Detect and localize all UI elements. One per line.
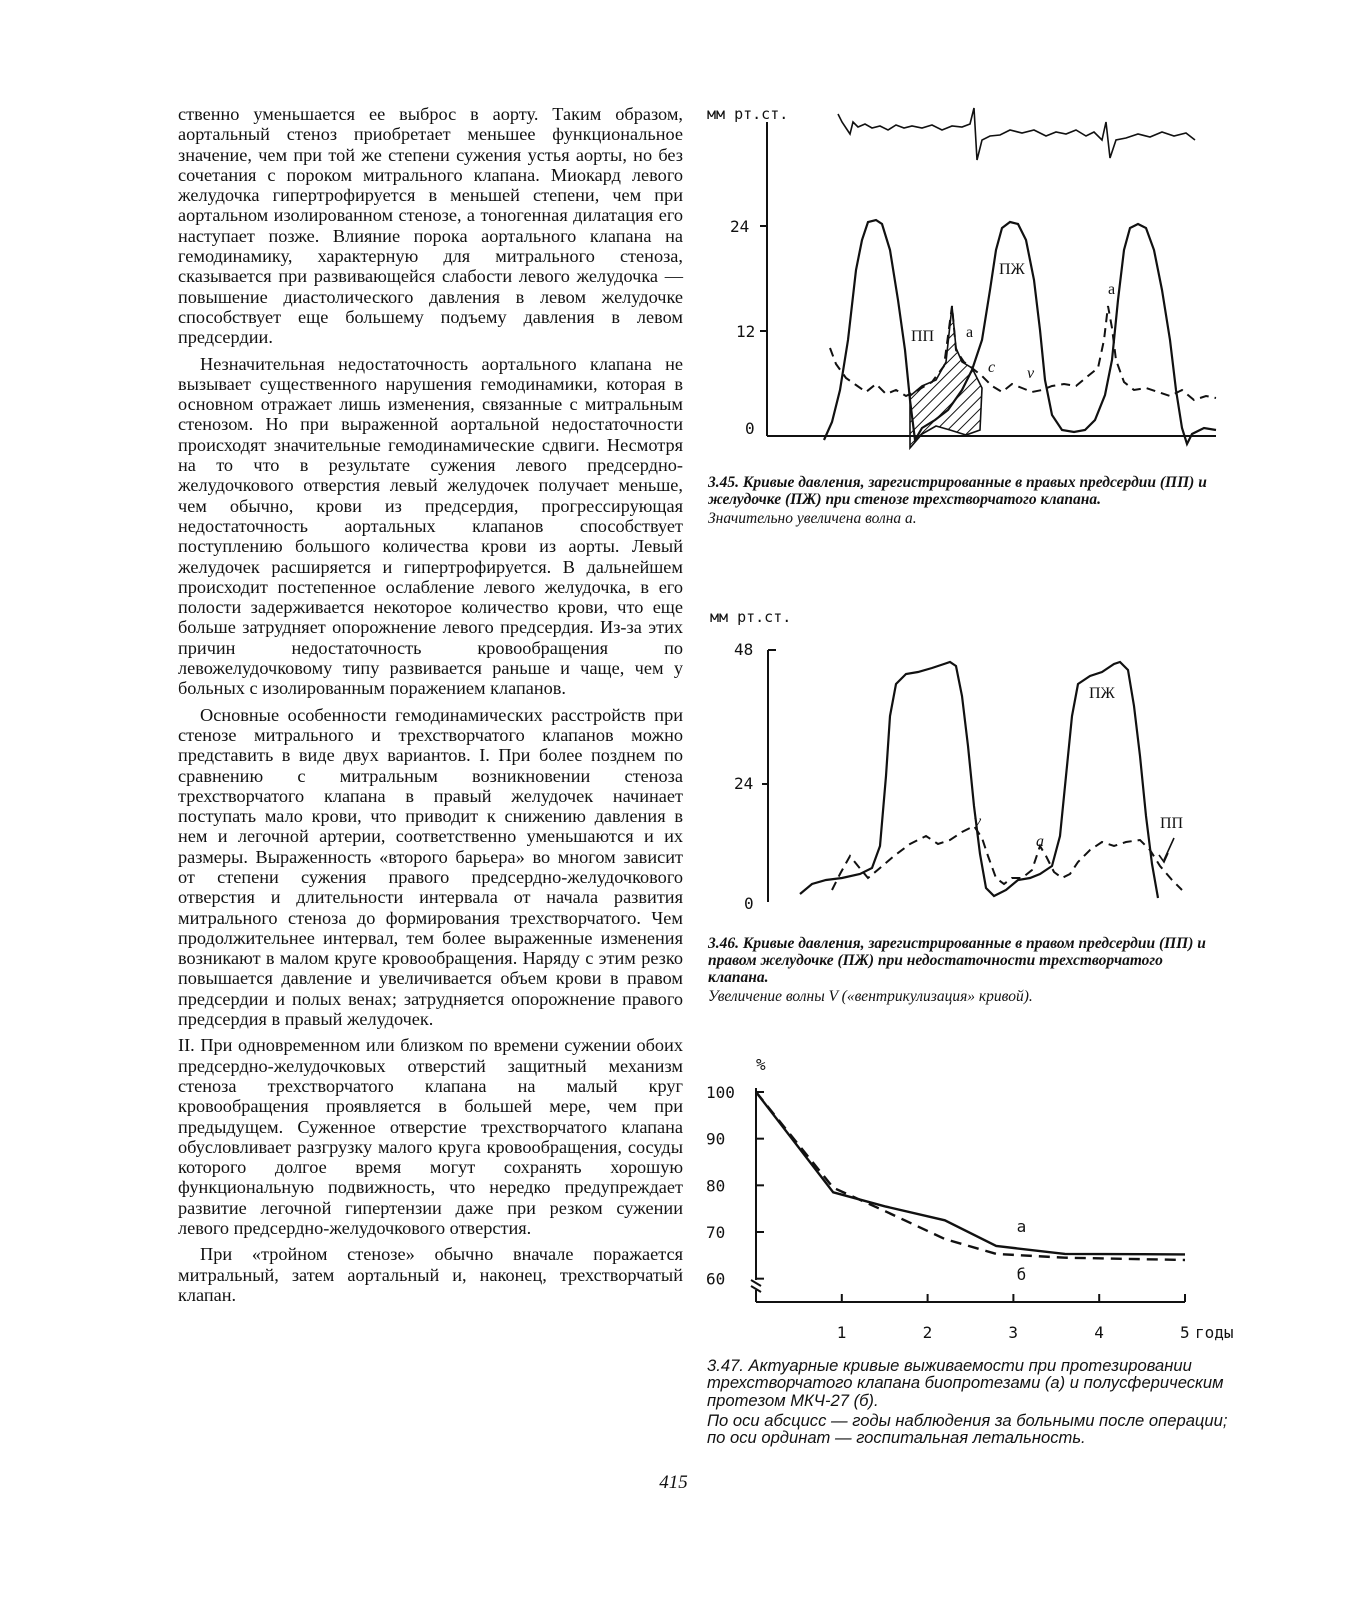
- y-tick-label: 70: [706, 1223, 726, 1242]
- label-c-wave: c: [988, 359, 996, 376]
- caption-title: 3.47. Актуарные кривые выживаемости при протезировании трехстворчатого клапана биопротезами (а) и полусферическим протезом МКЧ-27 (б).: [707, 1356, 1224, 1410]
- chart-series: [756, 1092, 1185, 1260]
- x-axis-label: годы: [1195, 1323, 1234, 1342]
- series-line-0: [756, 1092, 1185, 1254]
- label-a-wave: а: [1108, 281, 1116, 298]
- paragraph: Незначительная недостаточность аортального клапана не вызывает существенного нарушения гемодинамики, которая в основном отражает лишь изменения, связанные с митральным стенозом. Но при выраженной аортальной недостаточности происходят значительные гемодинамические сдвиги. Несмотря на то что в результате сужения левого предсердно-желудочкового отверстия левый желудочек получает меньше, чем обычно, крови из предсердия, прогрессирующая недостаточность аортальных клапанов способствует поступлению большого количества крови из аорты. Левый желудочек расширяется и гипертрофируется. В дальнейшем происходит постепенное ослабление левого желудочка, в его полости задерживается некоторое количество крови, что еще больше затрудняет опорожнение левого предсердия. Из-за этих причин недостаточность кровообращения по левожелудочковому типу развивается раньше и чаще, чем у больных с изолированным поражением клапанов.: [178, 353, 683, 699]
- caption-title: 3.46. Кривые давления, зарегистрированные в правом предсердии (ПП) и правом желудочке (ПЖ) при недостаточности трехстворчатого клапана.: [708, 935, 1206, 986]
- ra-pointer-arrow: [1159, 838, 1174, 862]
- label-a-wave: а: [966, 324, 974, 341]
- figure-345-caption: [708, 474, 1218, 527]
- y-tick-label: 0: [745, 419, 755, 438]
- rv-pressure-curve: [824, 220, 1216, 444]
- y-tick-label: 48: [734, 640, 754, 659]
- label-ra: ПП: [911, 328, 935, 345]
- ecg-trace: [838, 108, 1195, 160]
- figure-345-plot: [700, 100, 1230, 445]
- caption-title: 3.45. Кривые давления, зарегистрированные в правых предсердии (ПП) и желудочке (ПЖ) при стенозе трехстворчатого клапана.: [708, 474, 1207, 508]
- series-label-0: а: [1016, 1217, 1027, 1236]
- label-rv: ПЖ: [999, 261, 1025, 278]
- y-tick-label: 90: [706, 1129, 726, 1149]
- chart-labels: [706, 1083, 1234, 1342]
- caption-note: По оси абсцисс — годы наблюдения за больными после операции; по оси ординат — госпитальная летальность.: [707, 1410, 1228, 1448]
- y-tick-label: 60: [706, 1269, 726, 1289]
- figure-345: [700, 100, 1230, 445]
- ra-pressure-curve: [832, 826, 1182, 890]
- caption-note: Увеличение волны V («вентрикулизация» кривой).: [708, 988, 1033, 1005]
- figure-347: [700, 1050, 1260, 1350]
- y-tick-label: 24: [734, 774, 754, 793]
- x-tick-label: 4: [1094, 1323, 1104, 1342]
- paragraph: II. При одновременном или близком по времени сужении обоих предсердно-желудочковых отверстий защитный механизм стеноза трехстворчатого клапана на малый круг кровообращения проявляется в большей мере, чем при предыдущем. Суженное отверстие трехстворчатого клапана обусловливает разгрузку малого круга кровообращения, сосуды которого долгое время могут сохранять хорошую функциональную подвижность, что нередко предупреждает развитие легочной гипертензии даже при резком сужении левого предсердно-желудочкового отверстия.: [178, 1035, 683, 1239]
- y-axis-unit: мм рт.ст.: [710, 608, 792, 626]
- chart-axes: [751, 1088, 1185, 1302]
- page-number: 415: [659, 1472, 688, 1493]
- figure-346: [700, 606, 1230, 916]
- y-tick-label: 80: [706, 1176, 726, 1196]
- label-v-wave: v: [974, 813, 982, 830]
- ra-pressure-curve: [830, 306, 1216, 400]
- y-tick-label: 0: [744, 894, 754, 913]
- series-label-1: б: [1016, 1264, 1027, 1284]
- y-axis-label: %: [756, 1055, 766, 1074]
- y-axis-unit: мм рт.ст.: [707, 105, 789, 123]
- y-tick-label: 12: [736, 322, 756, 341]
- label-ra: ПП: [1160, 815, 1184, 832]
- label-a-wave: a: [1036, 833, 1044, 850]
- paragraph: При «тройном стенозе» обычно вначале поражается митральный, затем аортальный и, наконец, трехстворчатый клапан.: [178, 1244, 683, 1305]
- x-tick-label: 1: [836, 1323, 847, 1342]
- label-rv: ПЖ: [1089, 685, 1115, 702]
- label-v-wave: v: [1027, 365, 1035, 382]
- x-tick-label: 2: [922, 1323, 933, 1342]
- paragraph: ственно уменьшается ее выброс в аорту. Таким образом, аортальный стеноз приобретает меньшее функциональное значение, чем при той же степени сужения устья аорты, но без сочетания с пороком митрального клапана. Миокард левого желудочка гипертрофируется в меньшей степени, чем при аортальном изолированном стенозе, а тоногенная дилатация его наступает позже. Влияние порока аортального клапана на гемодинамику, характерную для митрального стеноза, сказывается при развивающейся слабости левого желудочка — повышение диастолического давления в левом желудочке способствует еще большему подъему давления в левом предсердии.: [178, 104, 683, 348]
- survival-chart: [700, 1050, 1260, 1350]
- body-text-column: [178, 104, 683, 1311]
- y-tick-label: 24: [730, 217, 750, 236]
- figure-347-caption: [707, 1357, 1237, 1449]
- figure-346-caption: [708, 935, 1218, 1005]
- caption-note: Значительно увеличена волна а.: [708, 510, 917, 527]
- paragraph: Основные особенности гемодинамических расстройств при стенозе митрального и трехстворчатого клапанов можно представить в виде двух вариантов. I. При более позднем по сравнению с митральным возникновении стеноза трехстворчатого клапана в правый желудочек начинает поступать мало крови, что приводит к снижению давления в нем и легочной артерии, соответственно уменьшаются и их размеры. Выраженность «второго барьера» во многом зависит от степени сужения правого предсердно-желудочкового отверстия и длительности интервала от начала развития митрального стеноза до формирования трехстворчатого. Чем продолжительнее интервал, тем более выраженные изменения возникают в малом круге кровообращения. Наряду с этим резко повышается давление и увеличивается объем крови в правом предсердии и полых венах; затрудняется опорожнение правого предсердия в правый желудочек.: [178, 704, 683, 1030]
- x-tick-label: 5: [1180, 1323, 1190, 1342]
- y-tick-label: 100: [706, 1083, 735, 1102]
- figure-346-plot: [700, 606, 1230, 916]
- x-tick-label: 3: [1008, 1323, 1019, 1342]
